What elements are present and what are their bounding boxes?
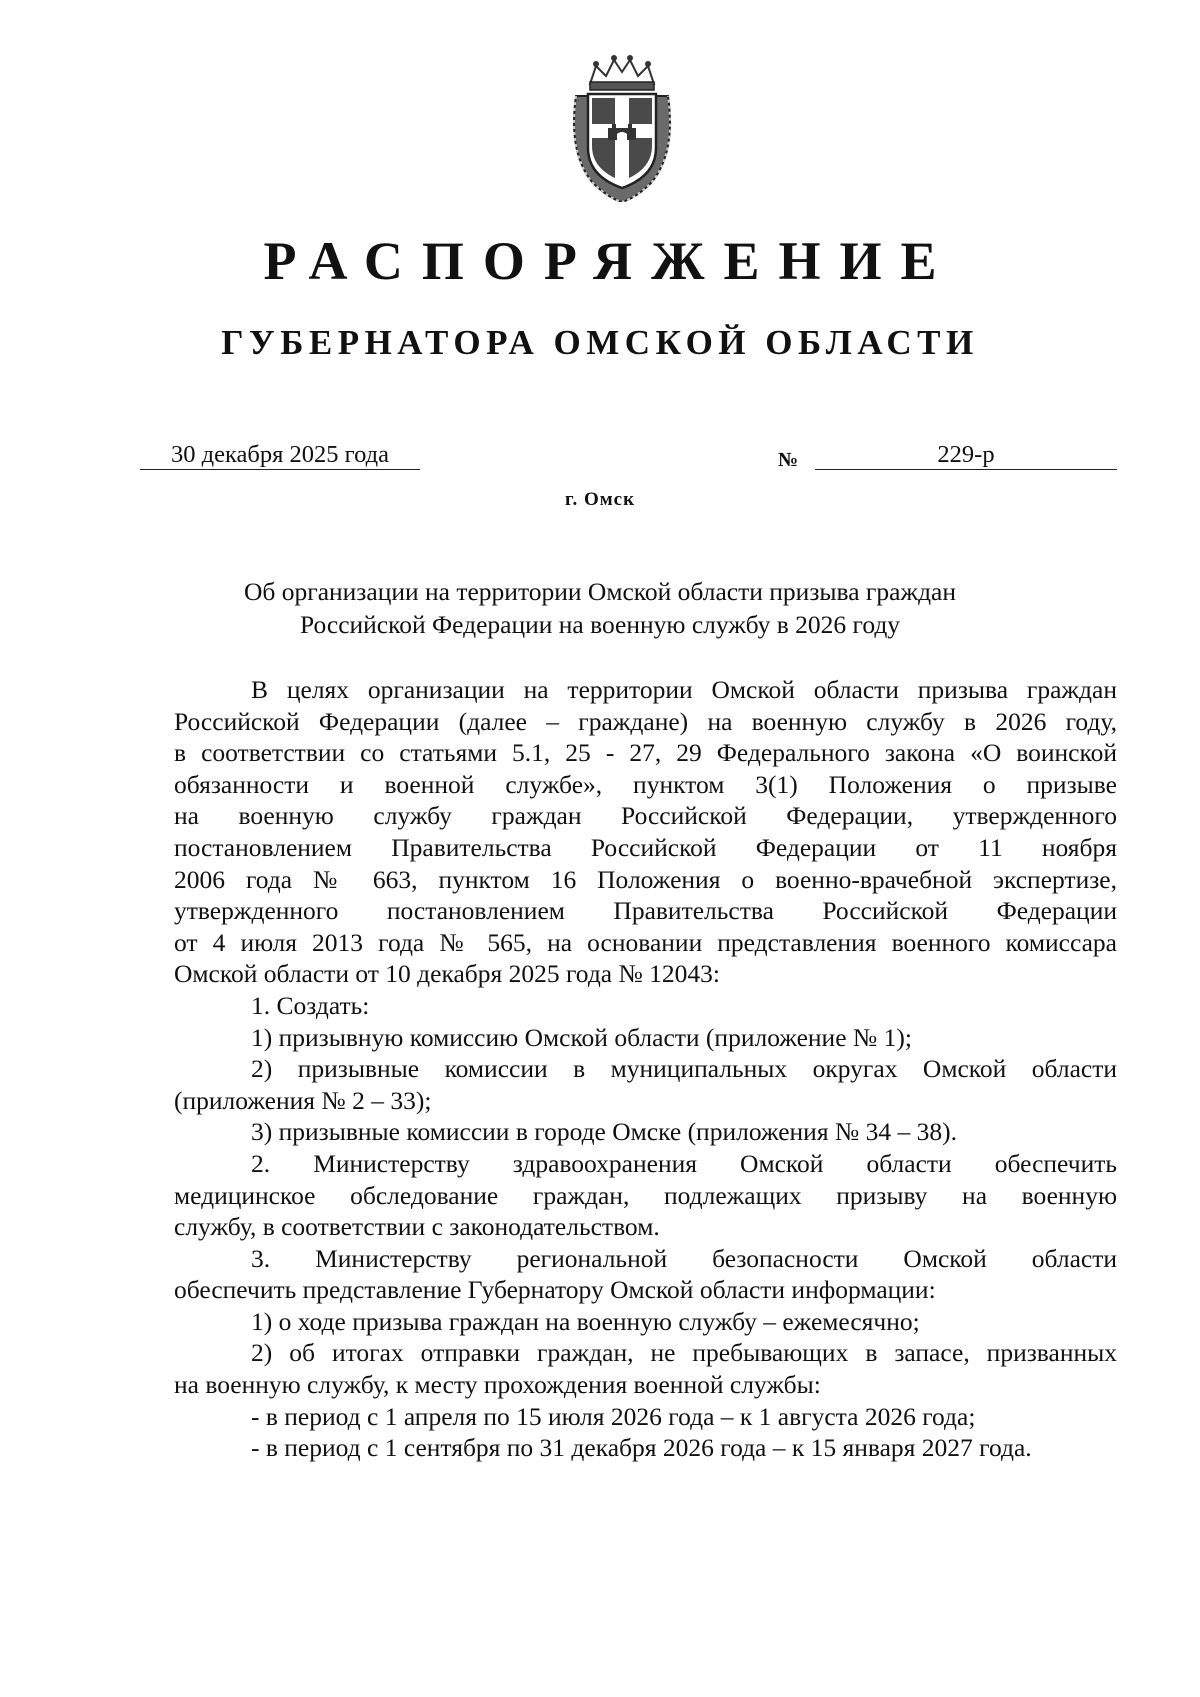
omsk-region-coat-of-arms-icon	[562, 52, 682, 202]
clause-2-cont: службу, в соответствии с законодательством.	[174, 1212, 660, 1242]
preamble-line: от 4 июля 2013 года № 565, на основании представления военного комиссара	[174, 927, 1117, 957]
clause-3-2-dash-1: - в период с 1 апреля по 15 июля 2026 года – к 1 августа 2026 года;	[251, 1401, 976, 1431]
subject-line: Об организации на территории Омской области призыва граждан	[243, 577, 957, 606]
preamble-line: В целях организации на территории Омской области призыва граждан	[251, 675, 1117, 704]
document-date: 30 декабря 2025 года	[140, 441, 420, 470]
preamble-line: постановлением Правительства Российской Федерации от 11 ноября	[174, 832, 1117, 862]
preamble-line: Российской Федерации (далее – граждане) на военную службу в 2026 году,	[174, 706, 1117, 736]
subject-line: Российской Федерации на военную службу в 2026 году	[299, 610, 901, 639]
clause-1-1: 1) призывную комиссию Омской области (приложение № 1);	[251, 1022, 912, 1052]
preamble-line: обязанности и военной службе», пунктом 3(1) Положения о призыве	[174, 769, 1117, 799]
clause-3-cont: обеспечить представление Губернатору Омской области информации:	[174, 1275, 936, 1305]
document-subject	[0, 575, 1200, 641]
preamble-line: на военную службу граждан Российской Федерации, утвержденного	[174, 801, 1117, 831]
clause-3: 3. Министерству региональной безопасности Омской области	[251, 1243, 1117, 1273]
issuer-subtitle: ГУБЕРНАТОРА ОМСКОЙ ОБЛАСТИ	[221, 323, 979, 362]
clause-1-3: 3) призывные комиссии в городе Омске (приложения № 34 – 38).	[251, 1117, 958, 1147]
preamble-line: Омской области от 10 декабря 2025 года № 12043:	[174, 959, 721, 989]
clause-2-cont: медицинское обследование граждан, подлежащих призыву на военную	[174, 1180, 1117, 1210]
clause-1: 1. Создать:	[251, 990, 370, 1020]
clause-3-2: 2) об итогах отправки граждан, не пребывающих в запасе, призванных	[251, 1338, 1117, 1368]
document-city: г. Омск	[564, 489, 636, 510]
document-body	[174, 674, 1117, 1464]
document-number: 229-р	[815, 441, 1117, 470]
clause-2: 2. Министерству здравоохранения Омской области обеспечить	[251, 1148, 1117, 1178]
document-type-title: РАСПОРЯЖЕНИЕ	[263, 231, 956, 291]
clause-1-2-cont: (приложения № 2 – 33);	[174, 1085, 432, 1115]
clause-3-2-dash-2: - в период с 1 сентября по 31 декабря 2026 года – к 15 января 2027 года.	[251, 1433, 1032, 1463]
preamble-line: утвержденного постановлением Правительства Российской Федерации	[174, 896, 1117, 926]
number-sign: №	[778, 449, 799, 471]
clause-3-2-cont: на военную службу, к месту прохождения военной службы:	[174, 1370, 821, 1400]
clause-3-1: 1) о ходе призыва граждан на военную службу – ежемесячно;	[251, 1306, 920, 1336]
clause-1-2: 2) призывные комиссии в муниципальных округах Омской области	[251, 1054, 1117, 1084]
preamble-line: 2006 года № 663, пунктом 16 Положения о военно-врачебной экспертизе,	[174, 864, 1117, 894]
preamble-line: в соответствии со статьями 5.1, 25 - 27, 29 Федерального закона «О воинской	[174, 738, 1117, 768]
